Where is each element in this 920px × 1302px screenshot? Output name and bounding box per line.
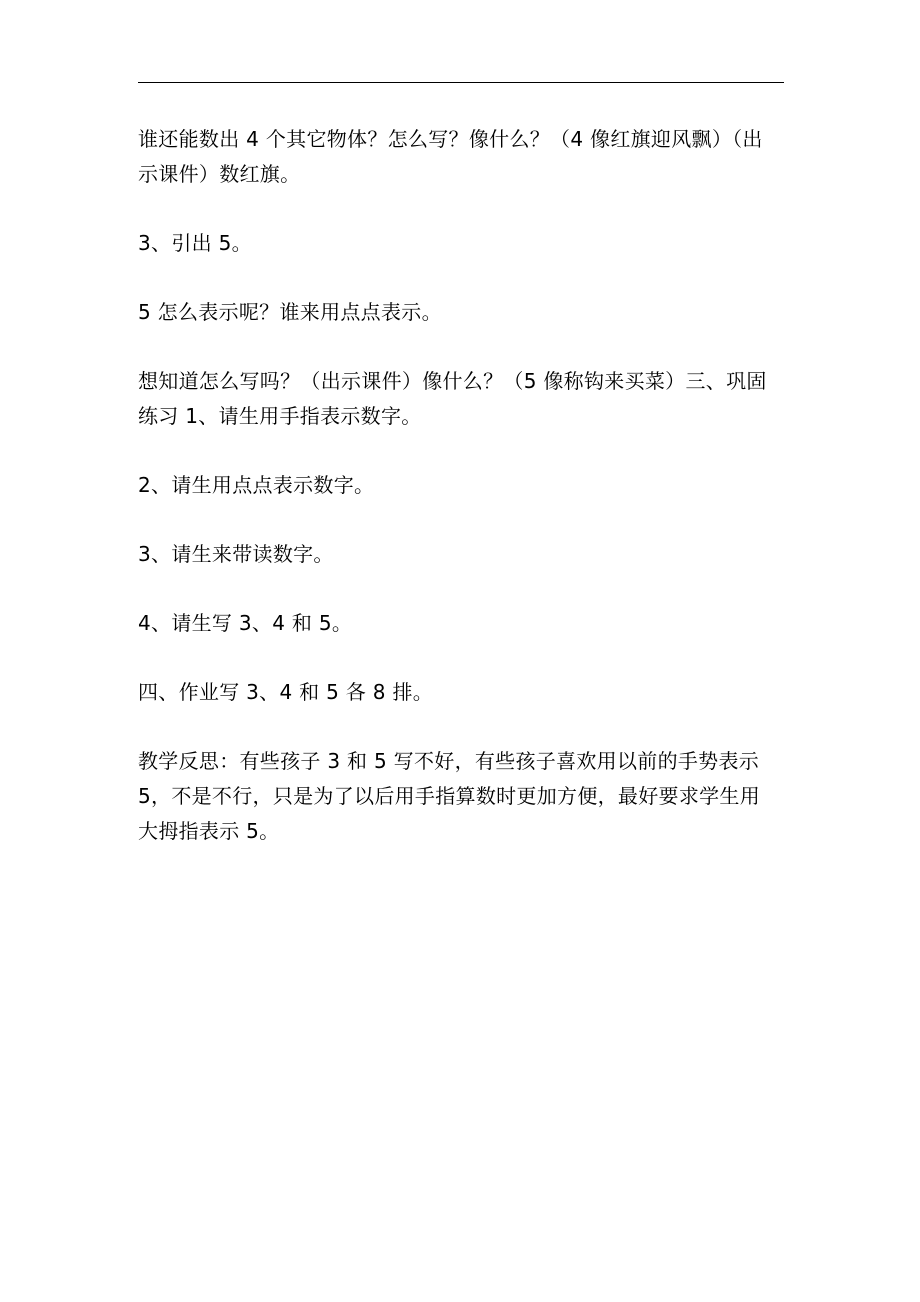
paragraph — [138, 537, 798, 572]
text-line: 谁还能数出 4 个其它物体？怎么写？像什么？（4 像红旗迎风飘）（出 — [138, 127, 763, 151]
text-line: 示课件）数红旗。 — [138, 162, 301, 186]
document-body — [138, 122, 798, 883]
text-line: 教学反思：有些孩子 3 和 5 写不好，有些孩子喜欢用以前的手势表示 — [138, 749, 760, 773]
paragraph — [138, 295, 798, 330]
text-line: 2、请生用点点表示数字。 — [138, 473, 375, 497]
header-rule — [138, 82, 784, 83]
text-line: 3、请生来带读数字。 — [138, 542, 334, 566]
text-line: 3、引出 5。 — [138, 231, 252, 255]
paragraph — [138, 468, 798, 503]
text-line: 四、作业写 3、4 和 5 各 8 排。 — [138, 680, 434, 704]
paragraph — [138, 675, 798, 710]
text-line: 大拇指表示 5。 — [138, 819, 280, 843]
paragraph — [138, 606, 798, 641]
paragraph — [138, 744, 798, 849]
paragraph — [138, 122, 798, 192]
paragraph — [138, 226, 798, 261]
text-line: 练习 1、请生用手指表示数字。 — [138, 404, 422, 428]
text-line: 4、请生写 3、4 和 5。 — [138, 611, 353, 635]
text-line: 想知道怎么写吗？（出示课件）像什么？（5 像称钩来买菜）三、巩固 — [138, 369, 767, 393]
text-line: 5，不是不行，只是为了以后用手指算数时更加方便，最好要求学生用 — [138, 784, 761, 808]
paragraph — [138, 364, 798, 434]
text-line: 5 怎么表示呢？谁来用点点表示。 — [138, 300, 442, 324]
